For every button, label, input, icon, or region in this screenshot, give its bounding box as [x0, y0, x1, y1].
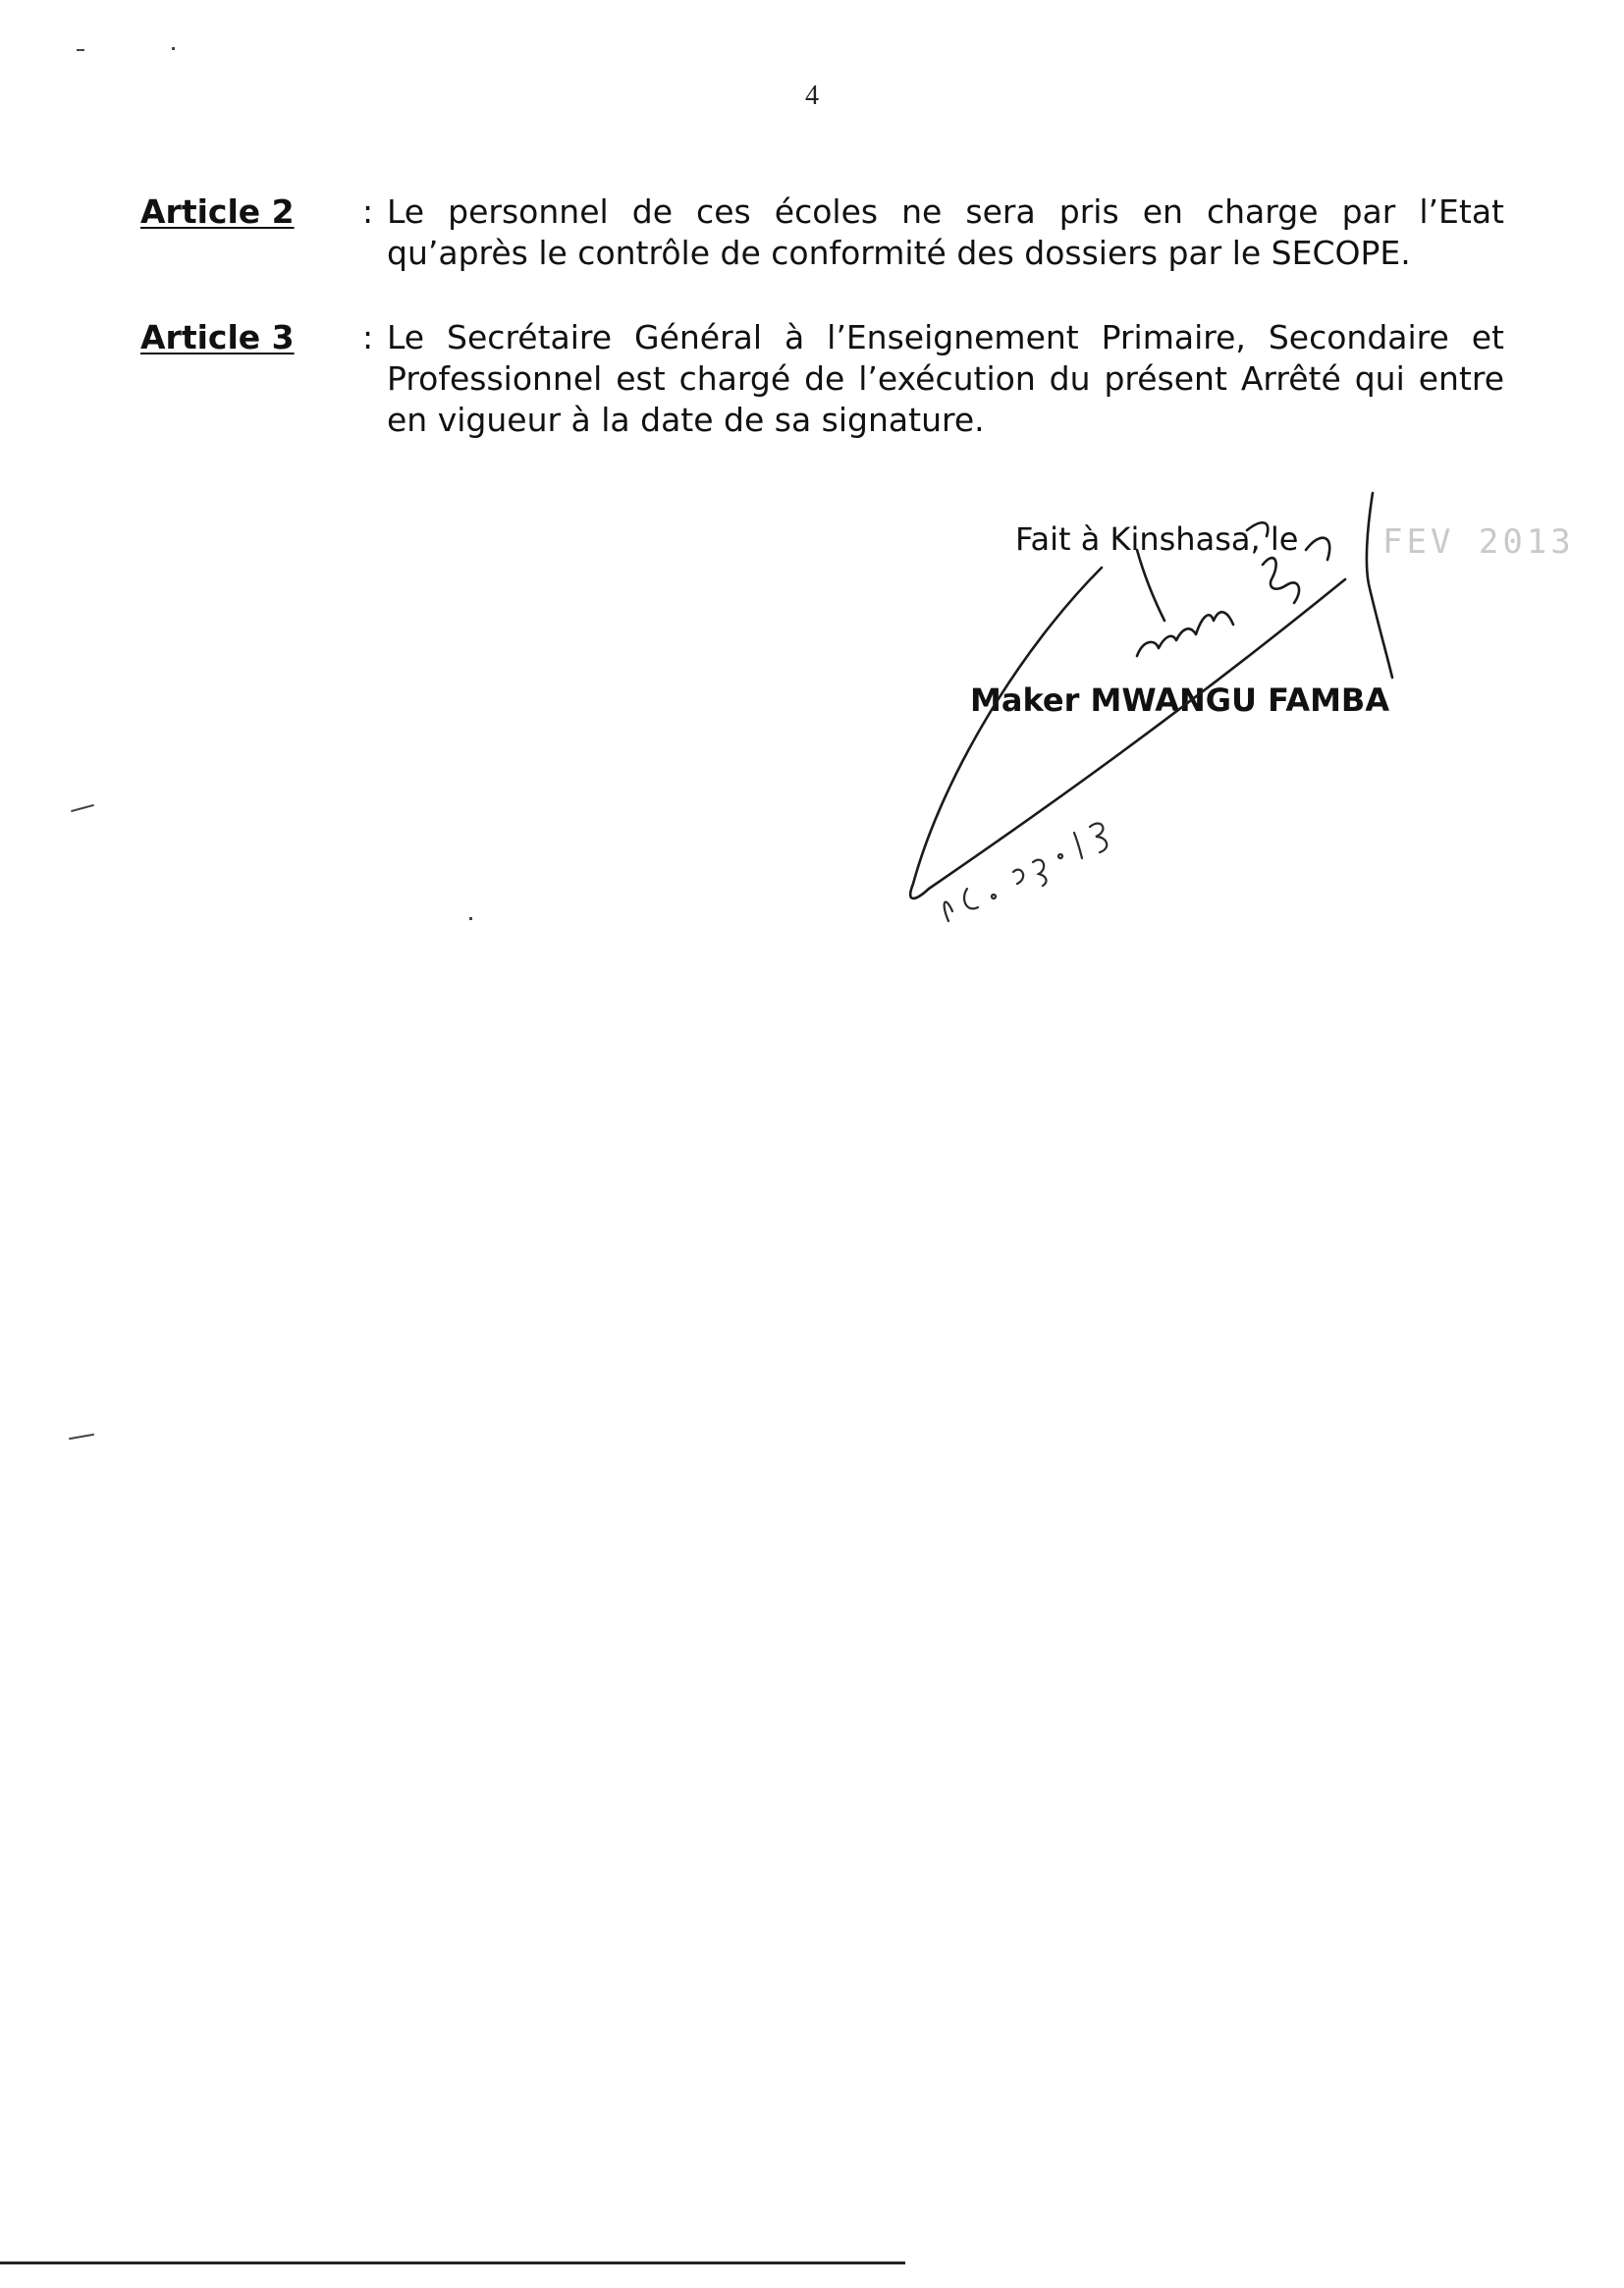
- article-3-separator: :: [362, 318, 374, 356]
- article-3-label: Article 3: [140, 318, 295, 356]
- scan-speck: [172, 47, 175, 50]
- scan-speck: [77, 49, 84, 51]
- place-date-line: Fait à Kinshasa, le: [1015, 520, 1299, 558]
- article-2-separator: :: [362, 192, 374, 231]
- article-2-text: Le personnel de ces écoles ne sera pris en charge par l’Etat qu’après le contrôle de conformité des dossiers par le SECOPE.: [387, 192, 1504, 272]
- date-stamp: FEV 2013: [1382, 522, 1575, 562]
- scan-speck: [469, 917, 472, 920]
- article-3-text: Le Secrétaire Général à l’Enseignement Primaire, Secondaire et Professionnel est chargé de l’exécution du présent Arrêté qui entre en vigueur à la date de sa signature.: [387, 318, 1504, 439]
- footer-rule: [0, 2261, 905, 2264]
- scan-speck: [69, 1434, 94, 1440]
- article-2-label: Article 2: [140, 192, 295, 231]
- scan-speck: [71, 804, 94, 812]
- signatory-name: Maker MWANGU FAMBA: [970, 681, 1390, 719]
- page-number: 4: [805, 81, 819, 111]
